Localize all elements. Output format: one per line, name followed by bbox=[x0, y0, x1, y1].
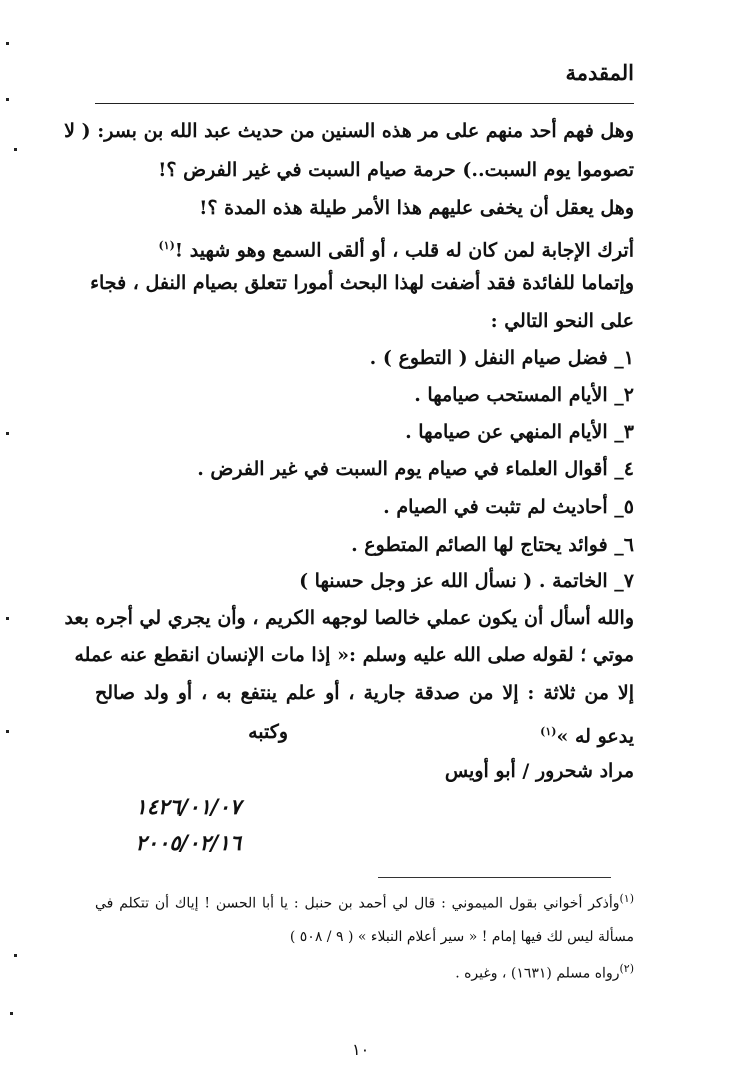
body-line-4-text: أترك الإجابة لمن كان له قلب ، أو ألقى السمع وهو شهيد ! bbox=[174, 239, 634, 262]
list-item-6: ٦_ فوائد يحتاج لها الصائم المتطوع . bbox=[351, 534, 634, 556]
footnote-1-marker: (١) bbox=[619, 892, 634, 905]
footnote-ref-2: (١) bbox=[540, 725, 557, 738]
body-line-6: على النحو التالي : bbox=[490, 310, 634, 332]
body-line-9: إلا من ثلاثة : إلا من صدقة جارية ، أو علم ينتفع به ، أو ولد صالح bbox=[95, 682, 634, 704]
footnote-ref-1: (١) bbox=[158, 239, 175, 252]
list-item-7: ٧_ الخاتمة . ( نسأل الله عز وجل حسنها ) bbox=[299, 570, 634, 592]
list-item-1: ١_ فضل صيام النفل ( التطوع ) . bbox=[369, 347, 634, 369]
footnote-1-line-1 bbox=[95, 888, 634, 915]
footnote-2-text: رواه مسلم (١٦٣١) ، وغيره . bbox=[455, 965, 620, 982]
signature-date-hijri: ١٤٢٦/٠١/٠٧ bbox=[135, 795, 241, 819]
signature-date-gregorian: ٢٠٠٥/٠٢/١٦ bbox=[135, 831, 241, 855]
scan-speck bbox=[14, 148, 17, 151]
scan-speck bbox=[6, 432, 9, 435]
body-line-10-text: يدعو له » bbox=[556, 725, 634, 748]
footnote-rule bbox=[378, 877, 611, 878]
body-line-5: وإتماما للفائدة فقد أضفت لهذا البحث أمورا تتعلق بصيام النفل ، فجاء bbox=[90, 272, 634, 294]
body-line-4 bbox=[158, 231, 634, 261]
header-rule bbox=[95, 103, 634, 104]
list-item-5: ٥_ أحاديث لم تثبت في الصيام . bbox=[383, 496, 634, 518]
running-header-title: المقدمة bbox=[565, 60, 634, 85]
body-line-2: تصوموا يوم السبت..) حرمة صيام السبت في غير الفرض ؟! bbox=[158, 159, 634, 181]
body-line-10 bbox=[540, 717, 634, 747]
list-item-4: ٤_ أقوال العلماء في صيام يوم السبت في غير الفرض . bbox=[197, 458, 634, 480]
body-line-8: موتي ؛ لقوله صلى الله عليه وسلم :« إذا مات الإنسان انقطع عنه عمله bbox=[74, 644, 634, 666]
signature-wrote-it: وكتبه bbox=[248, 721, 288, 743]
body-line-3: وهل يعقل أن يخفى عليهم هذا الأمر طيلة هذه المدة ؟! bbox=[199, 197, 634, 219]
footnote-1-line-2: مسألة ليس لك فيها إمام ! « سير أعلام النبلاء » ( ٩ / ٥٠٨ ) bbox=[289, 929, 634, 945]
scan-speck bbox=[6, 98, 9, 101]
page-number: ١٠ bbox=[352, 1040, 370, 1059]
list-item-2: ٢_ الأيام المستحب صيامها . bbox=[414, 384, 634, 406]
scan-speck bbox=[6, 617, 9, 620]
footnote-2-marker: (٢) bbox=[619, 962, 634, 975]
body-line-7: والله أسأل أن يكون عملي خالصا لوجهه الكريم ، وأن يجري لي أجره بعد bbox=[64, 607, 634, 629]
scan-speck bbox=[6, 730, 9, 733]
list-item-3: ٣_ الأيام المنهي عن صيامها . bbox=[405, 421, 634, 443]
scan-speck bbox=[6, 42, 9, 45]
footnote-1-text: وأذكر أخواني بقول الميموني : قال لي أحمد بن حنبل : يا أبا الحسن ! إياك أن تتكلم في bbox=[95, 895, 620, 912]
scan-speck bbox=[14, 954, 17, 957]
signature-author: مراد شحرور / أبو أويس bbox=[444, 760, 634, 782]
scan-speck bbox=[10, 1012, 13, 1015]
footnote-2 bbox=[455, 958, 634, 985]
body-line-1: وهل فهم أحد منهم على مر هذه السنين من حديث عبد الله بن بسر: ( لا bbox=[64, 120, 634, 142]
